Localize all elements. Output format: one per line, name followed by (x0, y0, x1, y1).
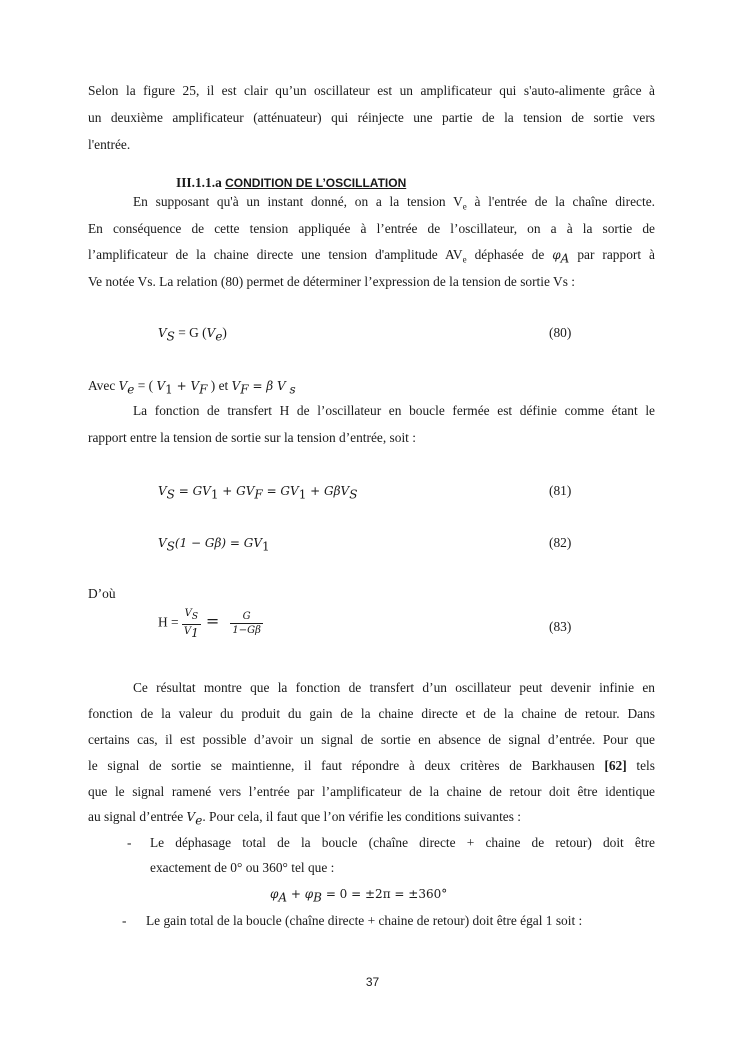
citation-62: [62] (604, 758, 627, 773)
paragraph-4-line-1: Ce résultat montre que la fonction de transfert d’un oscillateur peut devenir infinie en (133, 680, 655, 695)
paragraph-4-line-5: que le signal ramené vers l’entrée par l’amplificateur de la chaine de retour doit être identique (88, 784, 655, 799)
section-heading (176, 174, 406, 192)
paragraph-2-line-1: En supposant qu'à un instant donné, on a la tension $V_e$ à l'entrée de la chaîne directe. (133, 194, 655, 212)
paragraph-2-line-3: l’amplificateur de la chaine directe une tension d'amplitude $AV_e$ déphasée de $\varphi_A$ par rapport à (88, 247, 655, 266)
paragraph-3-line-2: rapport entre la tension de sortie sur la tension d’entrée, soit : (88, 430, 416, 445)
equation-83: H = $\frac{V_S}{V_1}$ = $\frac{G}{1-G\beta}$ (158, 608, 261, 640)
page-number: 37 (365, 975, 380, 989)
equation-number-80: (80) (549, 325, 572, 340)
paragraph-4-line-2: fonction de la valeur du produit du gain de la chaine directe et de la chaine de retour. Dans (88, 706, 655, 721)
paragraph-intro-line-3: l'entrée. (88, 137, 131, 152)
phase-condition-equation: $\varphi_A + \varphi_B = 0 = \pm 2\pi = \pm 360^\circ$ (270, 887, 448, 905)
fraction-vs-v1: $\frac{V_S}{V_1}$ (183, 608, 199, 640)
equation-number-82: (82) (549, 535, 572, 550)
equation-82: $V_S(1 - G\beta) = GV_1$ (158, 536, 270, 554)
fraction-g: $\frac{G}{1-G\beta}$ (232, 611, 261, 636)
equation-number-83: (83) (549, 619, 572, 634)
section-title: CONDITION DE L’OSCILLATION (225, 176, 407, 190)
equation-81: $V_S = GV_1 + GV_F = GV_1 + G\beta V_S$ (158, 484, 358, 502)
paragraph-4-line-4: le signal de sortie se maintienne, il faut répondre à deux critères de Barkhausen [62] tels (88, 758, 655, 773)
equation-number-81: (81) (549, 483, 572, 498)
paragraph-intro-line-2: un deuxième amplificateur (atténuateur) qui réinjecte une partie de la tension de sortie vers (88, 110, 655, 125)
bullet-2-text: Le gain total de la boucle (chaîne directe + chaine de retour) doit être égal 1 soit : (146, 913, 583, 928)
bullet-2-dash: - (122, 913, 127, 928)
paragraph-4-line-6: au signal d’entrée $V_e$. Pour cela, il faut que l’on vérifie les conditions suivantes : (88, 809, 522, 828)
paragraph-2-line-4: Ve notée Vs. La relation (80) permet de déterminer l’expression de la tension de sortie Vs : (88, 274, 575, 289)
section-number: III.1.1.a (176, 175, 226, 190)
paragraph-2-line-2: En conséquence de cette tension appliquée à l’entrée de l’oscillateur, on a à la sortie de (88, 221, 655, 236)
avec-line: Avec $V_e$ = ( $V_1 + V_F$ ) et $V_F = \beta$ V $_s$ (88, 378, 296, 397)
paragraph-intro-line-1: Selon la figure 25, il est clair qu’un oscillateur est un amplificateur qui s'auto-alimente grâce à (88, 83, 655, 98)
dou-label: D’où (88, 586, 116, 601)
paragraph-3-line-1: La fonction de transfert H de l’oscillateur en boucle fermée est définie comme étant le (133, 403, 655, 418)
bullet-1-dash: - (127, 835, 132, 850)
bullet-1-line-1: Le déphasage total de la boucle (chaîne directe + chaine de retour) doit être (150, 835, 655, 850)
paragraph-4-line-3: certains cas, il est possible d’avoir un signal de sortie en absence de signal d’entrée. Pour que (88, 732, 655, 747)
equation-80: $V_S = G$ $(V_e)$ (158, 325, 227, 344)
bullet-1-line-2: exactement de 0° ou 360° tel que : (150, 860, 335, 875)
